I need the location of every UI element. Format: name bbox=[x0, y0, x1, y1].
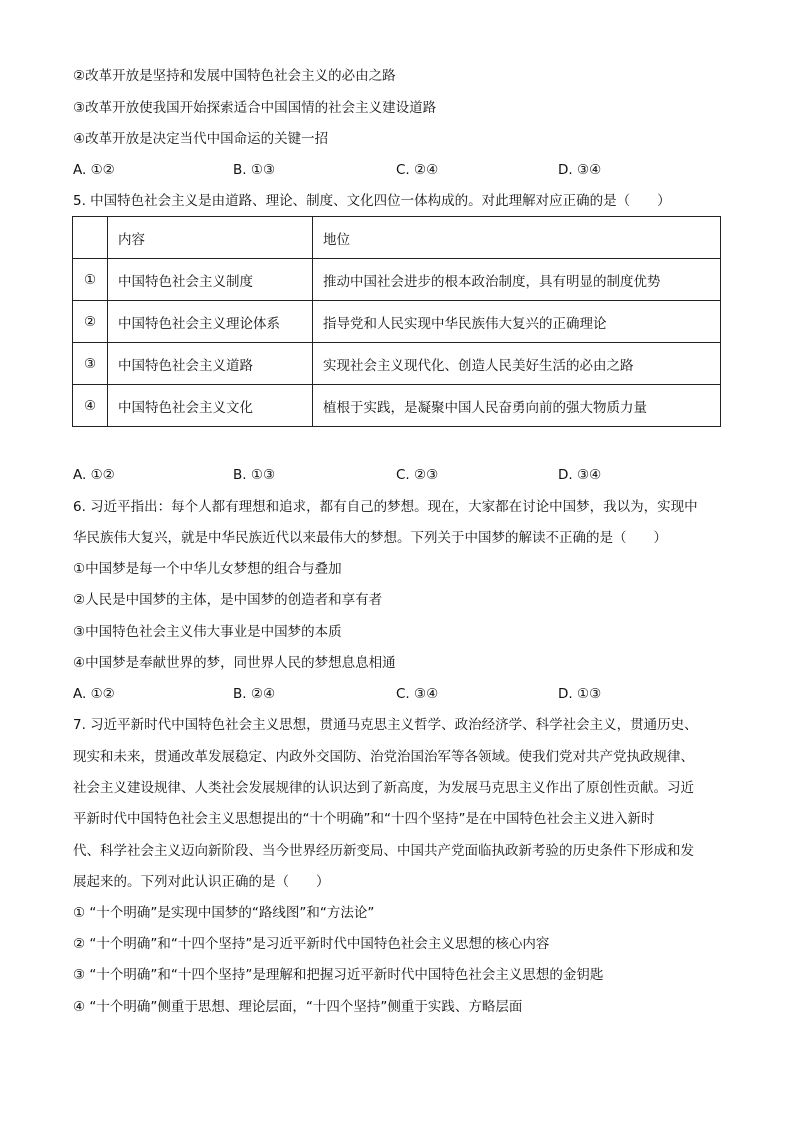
q4-option-b[interactable]: B. ①③ bbox=[233, 162, 276, 178]
q5-stem: 5. 中国特色社会主义是由道路、理论、制度、文化四位一体构成的。对此理解对应正确的是（ ） bbox=[73, 193, 671, 209]
q6-stem-line: 6. 习近平指出：每个人都有理想和追求，都有自己的梦想。现在，大家都在讨论中国梦，我以为，实现中 bbox=[73, 499, 698, 515]
q4-item-2: ②改革开放是坚持和发展中国特色社会主义的必由之路 bbox=[73, 68, 396, 84]
q6-stem-line: 华民族伟大复兴，就是中华民族近代以来最伟大的梦想。下列关于中国梦的解读不正确的是（ ） bbox=[73, 530, 667, 546]
q6-option-c[interactable]: C. ③④ bbox=[396, 686, 439, 702]
table-cell: 推动中国社会进步的根本政治制度，具有明显的制度优势 bbox=[313, 259, 721, 301]
table-cell: 植根于实践，是凝聚中国人民奋勇向前的强大物质力量 bbox=[313, 385, 721, 427]
q7-item-4: ④ “十个明确”侧重于思想、理论层面，“十四个坚持”侧重于实践、方略层面 bbox=[73, 999, 523, 1015]
q6-item-3: ③中国特色社会主义伟大事业是中国梦的本质 bbox=[73, 624, 342, 640]
q6-item-4: ④中国梦是奉献世界的梦，同世界人民的梦想息息相通 bbox=[73, 655, 396, 671]
table-row bbox=[73, 301, 721, 343]
table-header-cell bbox=[73, 217, 108, 259]
q5-table bbox=[72, 216, 721, 427]
q7-item-2: ② “十个明确”和“十四个坚持”是习近平新时代中国特色社会主义思想的核心内容 bbox=[73, 936, 550, 952]
table-cell: 中国特色社会主义制度 bbox=[108, 259, 313, 301]
table-cell: ④ bbox=[73, 385, 108, 427]
q7-stem-line: 代、科学社会主义迈向新阶段、当今世界经历新变局、中国共产党面临执政新考验的历史条件下形成和发 bbox=[73, 843, 694, 859]
table-cell: ① bbox=[73, 259, 108, 301]
q4-option-a[interactable]: A. ①② bbox=[73, 162, 115, 178]
table-row bbox=[73, 259, 721, 301]
table-cell: 指导党和人民实现中华民族伟大复兴的正确理论 bbox=[313, 301, 721, 343]
q7-stem-line: 平新时代中国特色社会主义思想提出的“十个明确”和“十四个坚持”是在中国特色社会主义进入新时 bbox=[73, 811, 655, 827]
q7-item-3: ③ “十个明确”和“十四个坚持”是理解和把握习近平新时代中国特色社会主义思想的金钥匙 bbox=[73, 967, 604, 983]
table-cell: 中国特色社会主义文化 bbox=[108, 385, 313, 427]
q7-stem-line: 7. 习近平新时代中国特色社会主义思想，贯通马克思主义哲学、政治经济学、科学社会主义，贯通历史、 bbox=[73, 717, 698, 733]
q7-stem-line: 展起来的。下列对此认识正确的是（ ） bbox=[73, 874, 330, 890]
q5-option-c[interactable]: C. ②③ bbox=[396, 467, 439, 483]
table-cell: 实现社会主义现代化、创造人民美好生活的必由之路 bbox=[313, 343, 721, 385]
q4-option-d[interactable]: D. ③④ bbox=[558, 162, 602, 178]
q4-item-4: ④改革开放是决定当代中国命运的关键一招 bbox=[73, 131, 329, 147]
table-cell: ③ bbox=[73, 343, 108, 385]
q6-item-1: ①中国梦是每一个中华儿女梦想的组合与叠加 bbox=[73, 561, 342, 577]
table-cell: 中国特色社会主义理论体系 bbox=[108, 301, 313, 343]
q7-stem-line: 社会主义建设规律、人类社会发展规律的认识达到了新高度，为发展马克思主义作出了原创性贡献。习近 bbox=[73, 780, 694, 796]
table-row bbox=[73, 385, 721, 427]
table-header-cell: 内容 bbox=[108, 217, 313, 259]
table-header-cell: 地位 bbox=[313, 217, 721, 259]
q4-option-c[interactable]: C. ②④ bbox=[396, 162, 439, 178]
q6-item-2: ②人民是中国梦的主体，是中国梦的创造者和享有者 bbox=[73, 592, 383, 608]
table-header-row bbox=[73, 217, 721, 259]
table-cell: 中国特色社会主义道路 bbox=[108, 343, 313, 385]
q7-item-1: ① “十个明确”是实现中国梦的“路线图”和“方法论” bbox=[73, 905, 375, 921]
q5-option-a[interactable]: A. ①② bbox=[73, 467, 115, 483]
q7-stem-line: 现实和未来，贯通改革发展稳定、内政外交国防、治党治国治军等各领域。使我们党对共产党执政规律、 bbox=[73, 749, 694, 765]
q5-option-d[interactable]: D. ③④ bbox=[558, 467, 602, 483]
table-cell: ② bbox=[73, 301, 108, 343]
q4-item-3: ③改革开放使我国开始探索适合中国国情的社会主义建设道路 bbox=[73, 100, 437, 116]
q5-option-b[interactable]: B. ①③ bbox=[233, 467, 276, 483]
q6-option-b[interactable]: B. ②④ bbox=[233, 686, 276, 702]
q6-option-d[interactable]: D. ①③ bbox=[558, 686, 602, 702]
q6-option-a[interactable]: A. ①② bbox=[73, 686, 115, 702]
table-row bbox=[73, 343, 721, 385]
